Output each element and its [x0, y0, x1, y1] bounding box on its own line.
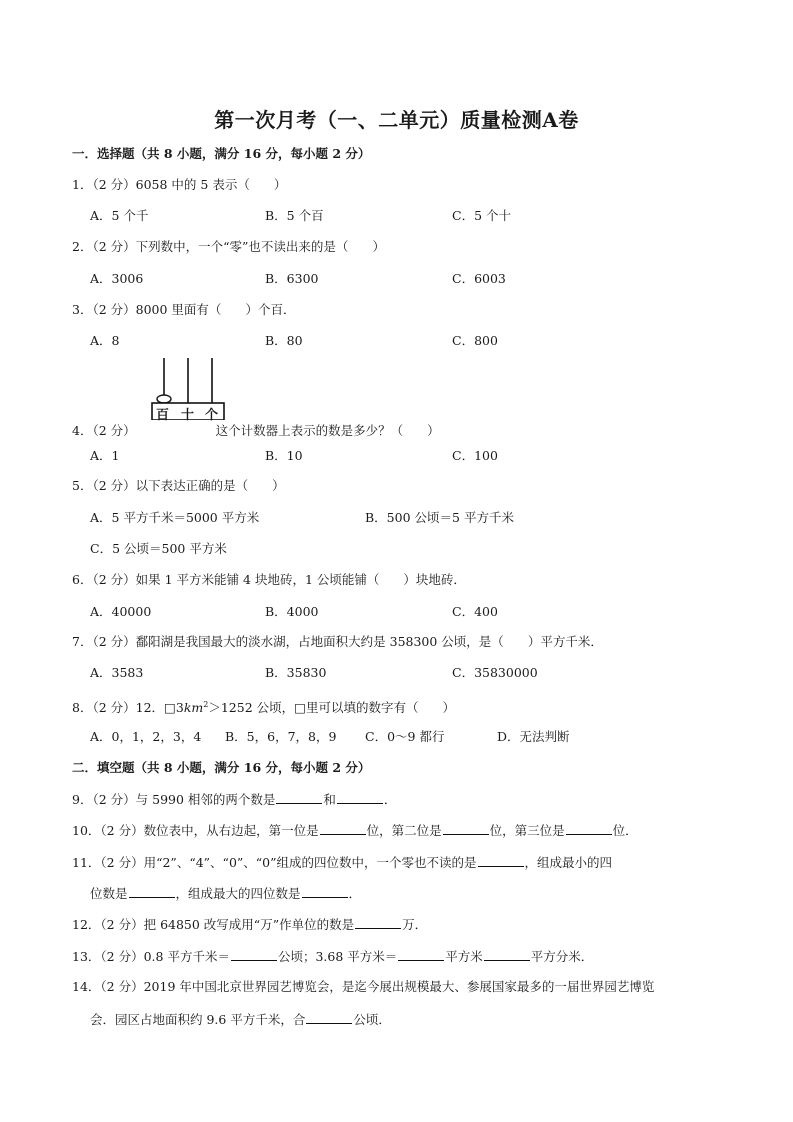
- question-score: （2 分）: [92, 177, 136, 192]
- answer-blank[interactable]: [129, 885, 175, 898]
- question-text-end: ）个百．: [245, 302, 296, 317]
- question-number: 6．: [72, 572, 93, 587]
- q4-option-a[interactable]: A．1: [90, 448, 120, 463]
- question-text: 公顷．: [353, 1012, 391, 1027]
- question-14-continued: [90, 1011, 391, 1028]
- question-text: 如果 1 平方米能铺 4 块地砖，1 公顷能铺（: [135, 572, 380, 587]
- q4-option-b[interactable]: B．10: [265, 448, 303, 463]
- question-11: [72, 854, 612, 871]
- q4-option-c[interactable]: C．100: [452, 448, 498, 463]
- question-score: （2 分）: [92, 239, 136, 254]
- q3-option-c[interactable]: C．800: [452, 333, 498, 348]
- question-text: 位，第二位是: [366, 823, 442, 838]
- question-score: （2 分）: [100, 823, 144, 838]
- q8-option-a[interactable]: A．0，1，2，3，4: [90, 729, 202, 744]
- q1-option-a[interactable]: A．5 个千: [90, 208, 149, 223]
- answer-blank[interactable]: [398, 948, 444, 961]
- question-score: （2 分）: [92, 302, 136, 317]
- superscript: 2: [203, 700, 209, 709]
- answer-blank[interactable]: [443, 822, 489, 835]
- answer-blank[interactable]: [320, 822, 366, 835]
- question-number: 10．: [72, 823, 101, 838]
- question-score: （2 分）: [92, 572, 136, 587]
- question-12: [72, 916, 427, 933]
- unit-km: km: [183, 700, 204, 716]
- page-title: 第一次月考（一、二单元）质量检测A卷: [214, 108, 579, 132]
- question-9: [72, 791, 396, 808]
- q5-option-a[interactable]: A．5 平方千米＝5000 平方米: [90, 510, 260, 525]
- answer-blank[interactable]: [484, 948, 530, 961]
- question-score: （2 分）: [92, 478, 136, 493]
- question-text: 数位表中，从右边起，第一位是: [143, 823, 319, 838]
- answer-blank[interactable]: [566, 822, 612, 835]
- question-text: 位数是: [90, 886, 128, 901]
- question-score: （2 分）: [100, 917, 144, 932]
- q8-option-c[interactable]: C．0～9 都行: [365, 729, 445, 744]
- question-text-end: ）块地砖．: [403, 572, 466, 587]
- question-text: 用“2”、“4”、“0”、“0”组成的四位数中，一个零也不读的是: [143, 855, 477, 870]
- question-text: 平方分米．: [530, 949, 594, 964]
- section-heading-choice: 一．选择题（共 8 小题，满分 16 分，每小题 2 分）: [72, 146, 371, 161]
- question-score: （2 分）: [92, 423, 136, 438]
- question-13: [72, 948, 593, 965]
- question-text: 6058 中的 5 表示（: [135, 177, 250, 192]
- question-text: 下列数中，一个“零”也不读出来的是（: [135, 239, 349, 254]
- question-text: 8000 里面有（: [135, 302, 222, 317]
- q6-option-b[interactable]: B．4000: [265, 604, 319, 619]
- q7-option-b[interactable]: B．35830: [265, 665, 327, 680]
- question-number: 11．: [72, 855, 101, 870]
- question-score: （2 分）: [100, 855, 144, 870]
- q7-option-a[interactable]: A．3583: [90, 665, 144, 680]
- question-number: 3．: [72, 302, 93, 317]
- question-text: 与 5990 相邻的两个数是: [135, 792, 276, 807]
- question-text-2: ＞1252 公顷，□里可以填的数字有（: [208, 700, 419, 716]
- q1-option-c[interactable]: C．5 个十: [452, 208, 511, 223]
- abacus-label-hundreds: 百: [156, 408, 170, 423]
- question-6: [72, 572, 466, 588]
- question-text: 公顷；3.68 平方米＝: [277, 949, 398, 964]
- question-number: 13．: [72, 949, 101, 964]
- question-text: ，组成最大的四位数是: [175, 886, 301, 901]
- question-4: [72, 423, 440, 439]
- q3-option-b[interactable]: B．80: [265, 333, 303, 348]
- section-heading-fill: 二．填空题（共 8 小题，满分 16 分，每小题 2 分）: [72, 760, 371, 775]
- question-1: [72, 177, 286, 193]
- abacus-label-ones: 个: [205, 408, 219, 423]
- question-text: ．: [383, 792, 397, 807]
- q3-option-a[interactable]: A．8: [90, 333, 120, 348]
- q7-option-c[interactable]: C．35830000: [452, 665, 538, 680]
- question-number: 12．: [72, 917, 101, 932]
- question-number: 7．: [72, 634, 93, 649]
- q6-option-a[interactable]: A．40000: [90, 604, 152, 619]
- question-text: 把 64850 改写成用“万”作单位的数是: [143, 917, 355, 932]
- q6-option-c[interactable]: C．400: [452, 604, 498, 619]
- question-text-end: ）: [273, 177, 287, 192]
- q1-option-b[interactable]: B．5 个百: [265, 208, 324, 223]
- q8-option-b[interactable]: B．5，6，7，8，9: [225, 729, 337, 744]
- question-text: 和: [323, 792, 336, 807]
- question-14: [72, 979, 654, 995]
- question-text: 这个计数器上表示的数是多少？（: [215, 423, 404, 438]
- question-text: ．: [348, 886, 362, 901]
- question-score: （2 分）: [100, 979, 144, 994]
- question-score: （2 分）: [100, 949, 144, 964]
- question-text-end: ）: [372, 239, 385, 254]
- answer-blank[interactable]: [231, 948, 277, 961]
- question-text: 会．园区占地面积约 9.6 平方千米，合: [90, 1012, 306, 1027]
- question-number: 14．: [72, 979, 101, 994]
- question-number: 5．: [72, 478, 93, 493]
- question-text: ，组成最小的四: [524, 855, 613, 870]
- question-text: 平方米: [445, 949, 483, 964]
- answer-blank[interactable]: [478, 854, 524, 867]
- question-number: 8．: [72, 700, 93, 716]
- question-text-end: ）: [442, 700, 455, 716]
- question-8: [72, 697, 455, 716]
- q8-option-d[interactable]: D．无法判断: [497, 729, 570, 744]
- question-text-end: ）平方千米．: [527, 634, 603, 649]
- q2-option-a[interactable]: A．3006: [90, 271, 144, 286]
- question-text: 位，第三位是: [489, 823, 565, 838]
- answer-blank[interactable]: [337, 791, 383, 804]
- question-number: 9．: [72, 792, 93, 807]
- abacus-label-tens: 十: [181, 408, 195, 423]
- question-text: 12．□3: [135, 700, 184, 716]
- answer-blank[interactable]: [276, 791, 322, 804]
- question-score: （2 分）: [92, 634, 136, 649]
- question-7: [72, 634, 603, 650]
- question-number: 2．: [72, 239, 93, 254]
- answer-blank[interactable]: [302, 885, 348, 898]
- answer-blank[interactable]: [306, 1011, 352, 1024]
- question-2: [72, 239, 385, 255]
- q5-option-c[interactable]: C．5 公顷＝500 平方米: [90, 541, 227, 556]
- question-number: 4．: [72, 423, 93, 438]
- question-number: 1．: [72, 177, 93, 192]
- question-score: （2 分）: [92, 700, 136, 716]
- question-text: 0.8 平方千米＝: [143, 949, 230, 964]
- question-5: [72, 478, 285, 494]
- question-score: （2 分）: [92, 792, 136, 807]
- question-text-end: ）: [427, 423, 440, 438]
- question-text: 2019 年中国北京世界园艺博览会，是迄今展出规模最大、参展国家最多的一届世界园艺博览: [143, 979, 655, 994]
- question-text: 鄱阳湖是我国最大的淡水湖，占地面积大约是 358300 公顷，是（: [135, 634, 504, 649]
- question-text-end: ）: [272, 478, 285, 493]
- question-11-continued: [90, 885, 361, 902]
- question-3: [72, 302, 295, 318]
- question-text: 万．: [402, 917, 428, 932]
- q5-option-b[interactable]: B．500 公顷＝5 平方千米: [365, 510, 514, 525]
- question-10: [72, 822, 638, 839]
- question-text: 位．: [612, 823, 638, 838]
- q2-option-c[interactable]: C．6003: [452, 271, 506, 286]
- q2-option-b[interactable]: B．6300: [265, 271, 319, 286]
- abacus-counter-image: [150, 358, 226, 423]
- answer-blank[interactable]: [355, 916, 401, 929]
- question-text: 以下表达正确的是（: [135, 478, 249, 493]
